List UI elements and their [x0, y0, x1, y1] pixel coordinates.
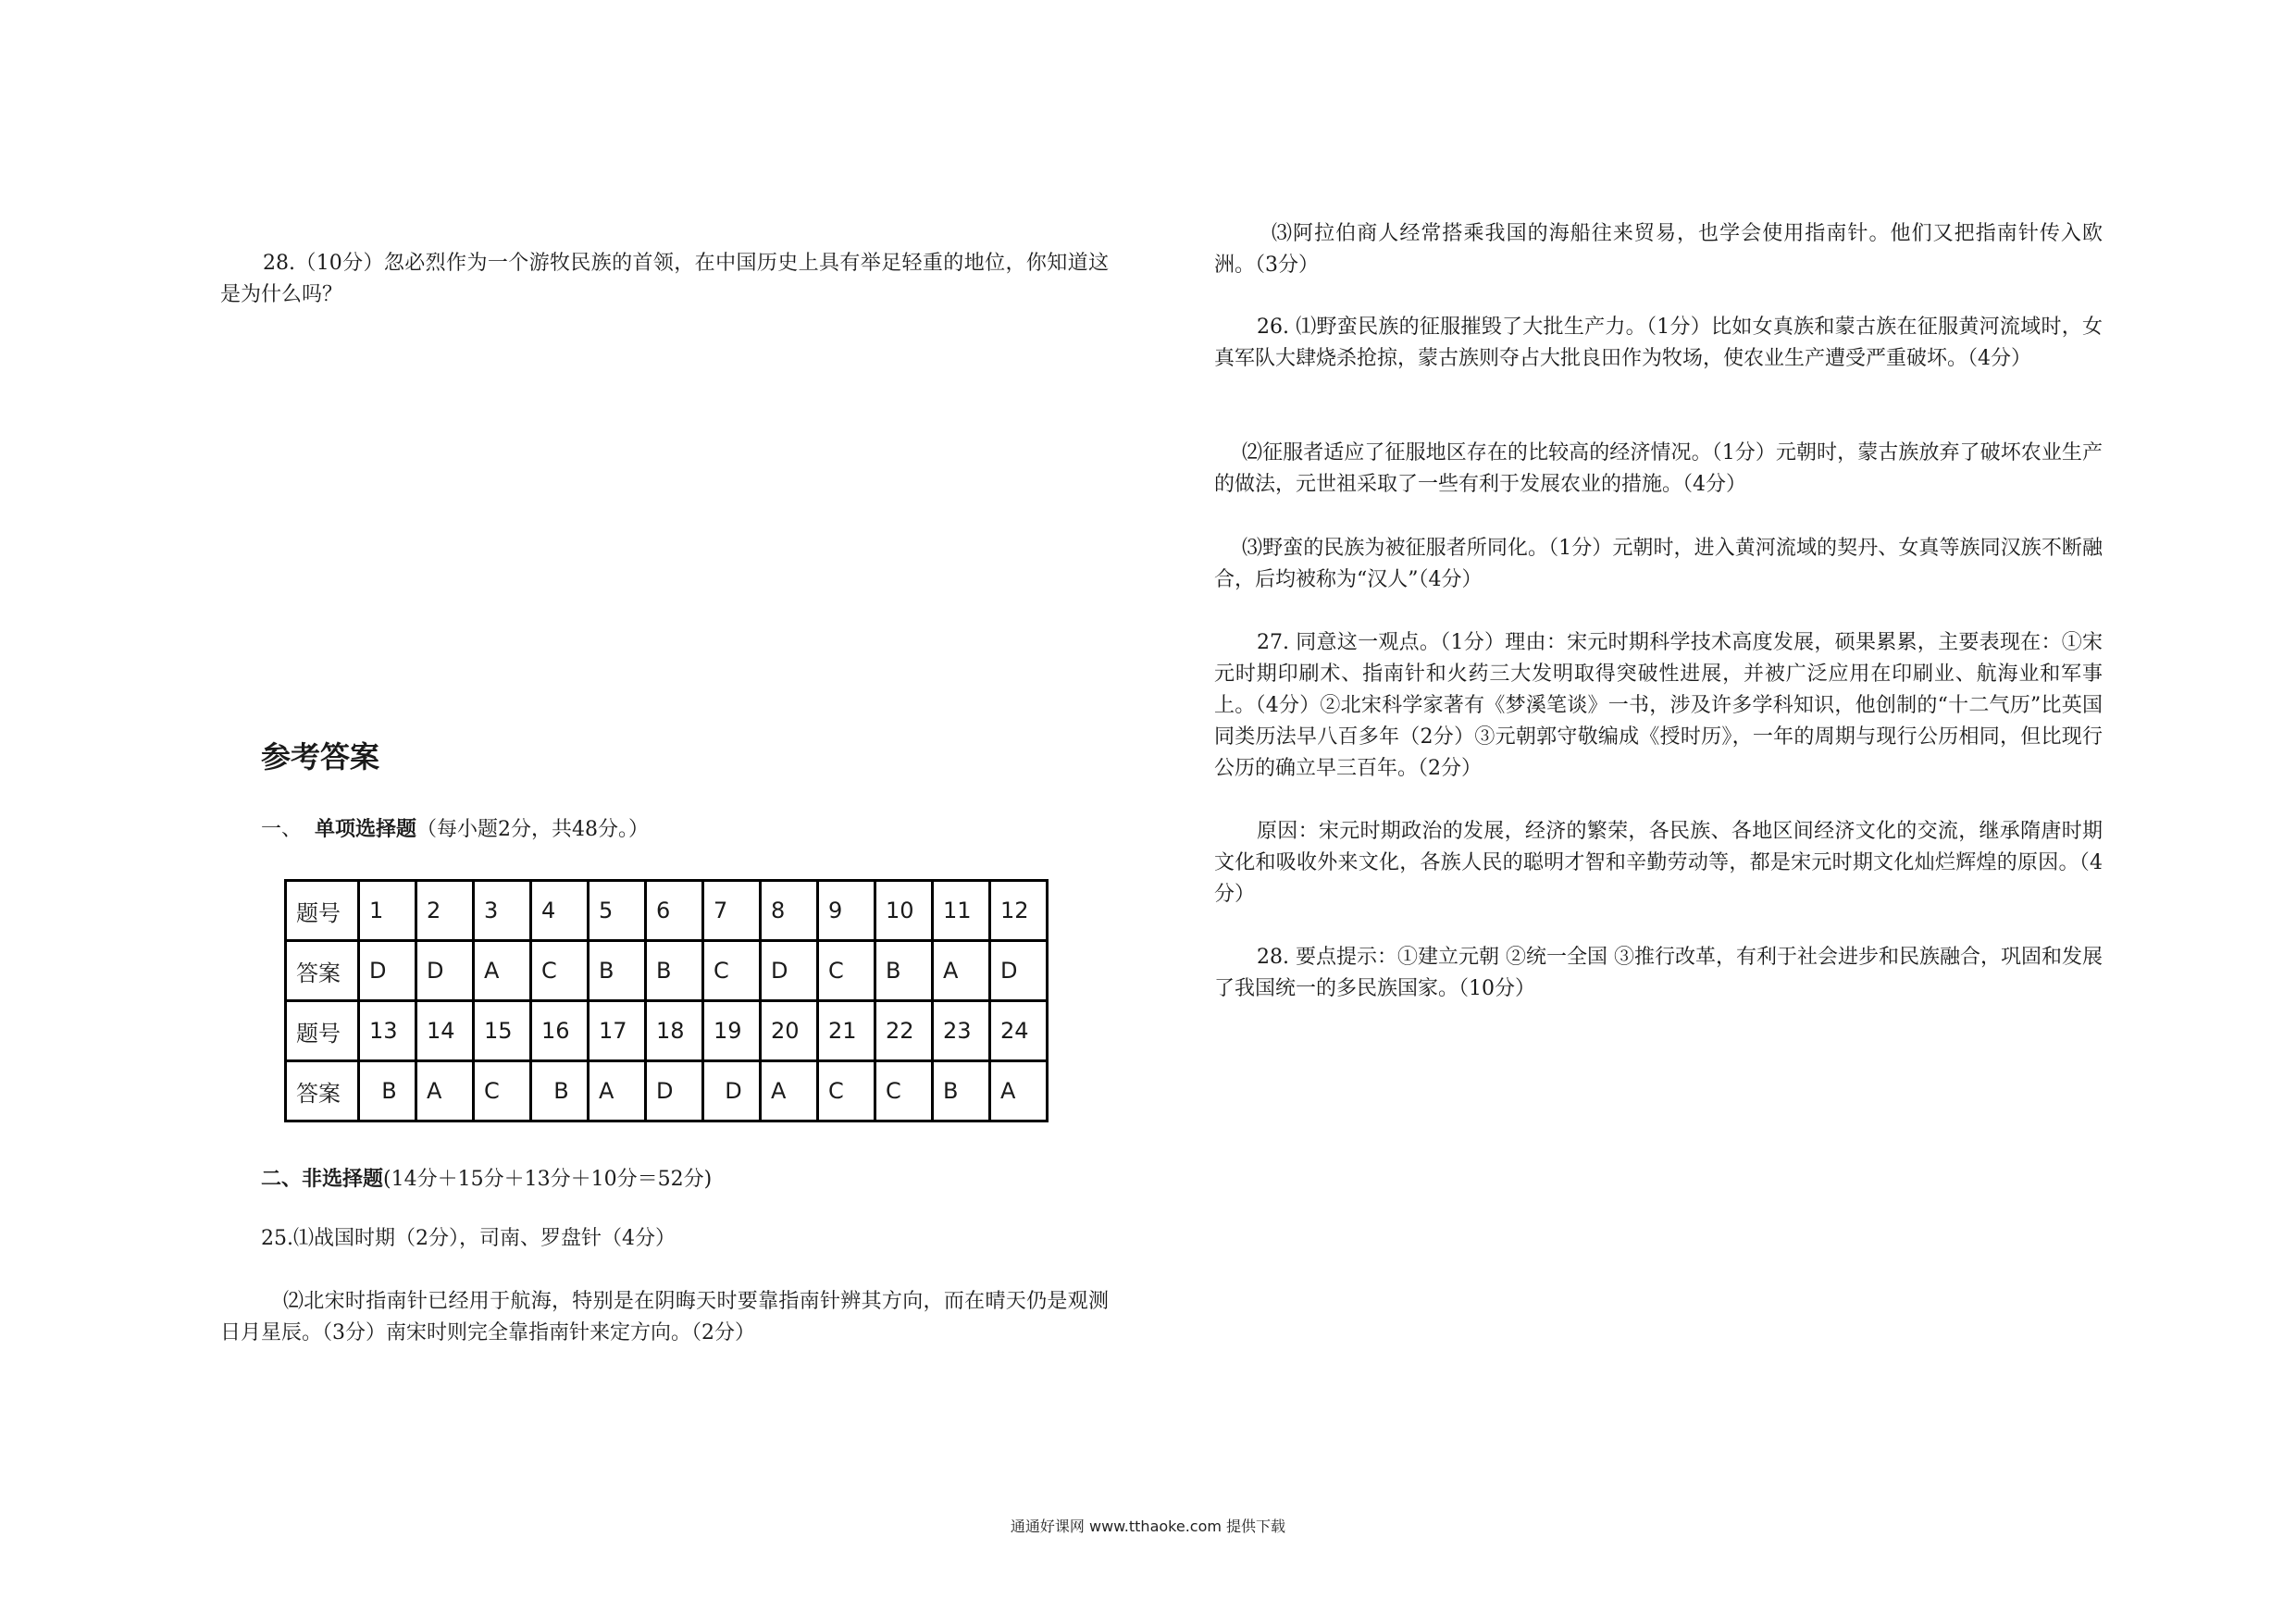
table-cell: C	[818, 941, 875, 1001]
answer-table	[284, 879, 1049, 1122]
answer-26-3-block	[1214, 533, 2103, 596]
table-cell: D	[646, 1061, 703, 1121]
answer-27-2-block	[1214, 816, 2103, 911]
table-cell: 21	[818, 1001, 875, 1061]
table-cell: B	[646, 941, 703, 1001]
answer-25-2-block	[220, 1286, 1109, 1349]
answer-28: 28. 要点提示：①建立元朝 ②统一全国 ③推行改革，有利于社会进步和民族融合，巩固和发展了我国统一的多民族国家。（10分）	[1214, 946, 2103, 1000]
table-cell: B	[875, 941, 933, 1001]
table-cell: A	[933, 941, 990, 1001]
table-cell: C	[474, 1061, 531, 1121]
answer-25-2: ⑵北宋时指南针已经用于航海，特别是在阴晦天时要靠指南针辨其方向，而在晴天仍是观测日月星辰。（3分）南宋时则完全靠指南针来定方向。（2分）	[220, 1290, 1109, 1344]
table-cell: D	[761, 941, 818, 1001]
table-cell: A	[589, 1061, 646, 1121]
table-cell: B	[933, 1061, 990, 1121]
table-cell: 12	[990, 881, 1048, 941]
table-cell: 23	[933, 1001, 990, 1061]
answer-25-1: 25.⑴战国时期（2分），司南、罗盘针（4分）	[261, 1227, 676, 1250]
table-cell: C	[531, 941, 589, 1001]
table-cell: 14	[416, 1001, 474, 1061]
answer-26-2: ⑵征服者适应了征服地区存在的比较高的经济情况。（1分）元朝时，蒙古族放弃了破坏农业生产的做法，元世祖采取了一些有利于发展农业的措施。（4分）	[1214, 441, 2103, 496]
table-cell: 13	[359, 1001, 416, 1061]
table-cell: A	[416, 1061, 474, 1121]
table-cell: A	[761, 1061, 818, 1121]
table-cell: 20	[761, 1001, 818, 1061]
answer-27-2: 原因：宋元时期政治的发展，经济的繁荣，各民族、各地区间经济文化的交流，继承隋唐时期文化和吸收外来文化，各族人民的聪明才智和辛勤劳动等，都是宋元时期文化灿烂辉煌的原因。（4分）	[1214, 820, 2103, 906]
left-column	[220, 248, 1109, 311]
table-cell: D	[359, 941, 416, 1001]
answer-26-3: ⑶野蛮的民族为被征服者所同化。（1分）元朝时，进入黄河流域的契丹、女真等族同汉族不断融合，后均被称为“汉人”（4分）	[1214, 537, 2103, 591]
table-cell: 7	[703, 881, 761, 941]
answer-26-2-block	[1214, 438, 2103, 501]
table-cell: 16	[531, 1001, 589, 1061]
table-row-answers-1	[286, 941, 1048, 1001]
table-cell: 22	[875, 1001, 933, 1061]
answer-26-1: 26. ⑴野蛮民族的征服摧毁了大批生产力。（1分）比如女真族和蒙古族在征服黄河流域时，女真军队大肆烧杀抢掠，蒙古族则夺占大批良田作为牧场，使农业生产遭受严重破坏。（4分）	[1214, 316, 2103, 370]
answer-28-block	[1214, 942, 2103, 1005]
answer-26-1-block	[1214, 312, 2103, 375]
table-cell: B	[359, 1061, 416, 1121]
table-cell: B	[531, 1061, 589, 1121]
section1-header	[261, 814, 649, 846]
table-cell: B	[589, 941, 646, 1001]
table-cell: 10	[875, 881, 933, 941]
answer-25-3: ⑶阿拉伯商人经常搭乘我国的海船往来贸易，也学会使用指南针。他们又把指南针传入欧洲。（3分）	[1214, 222, 2103, 277]
table-cell: 5	[589, 881, 646, 941]
row-label-answer: 答案	[286, 941, 359, 1001]
question-28: 28.（10分）忽必烈作为一个游牧民族的首领，在中国历史上具有举足轻重的地位，你知道这是为什么吗？	[220, 252, 1109, 306]
footer-credit: 通通好课网 www.tthaoke.com 提供下载	[1010, 1518, 1286, 1535]
table-cell: 3	[474, 881, 531, 941]
row-label-question: 题号	[286, 881, 359, 941]
answer-27-1-block	[1214, 627, 2103, 785]
answers-heading: 参考答案	[261, 739, 380, 774]
answer-25-3-block	[1214, 218, 2103, 281]
table-cell: D	[703, 1061, 761, 1121]
table-cell: A	[474, 941, 531, 1001]
table-cell: C	[703, 941, 761, 1001]
section1-title: 单项选择题	[315, 818, 417, 841]
table-cell: C	[818, 1061, 875, 1121]
table-cell: A	[990, 1061, 1048, 1121]
table-cell: 8	[761, 881, 818, 941]
table-cell: 19	[703, 1001, 761, 1061]
section1-note: （每小题2分，共48分。）	[416, 818, 650, 841]
table-cell: D	[416, 941, 474, 1001]
table-cell: 6	[646, 881, 703, 941]
table-cell: 18	[646, 1001, 703, 1061]
section2-header	[261, 1164, 712, 1196]
table-row-numbers-2	[286, 1001, 1048, 1061]
table-cell: 15	[474, 1001, 531, 1061]
answer-27-1: 27. 同意这一观点。（1分）理由：宋元时期科学技术高度发展，硕果累累，主要表现在：①宋元时期印刷术、指南针和火药三大发明取得突破性进展，并被广泛应用在印刷业、航海业和军事上。（4分）②北宋科学家著有《梦溪笔谈》一书，涉及许多学科知识，他创制的“十二气历”比英国同类历法早八百多年（2分）③元朝郭守敬编成《授时历》，一年的周期与现行公历相同，但比现行公历的确立早三百年。（2分）	[1214, 631, 2103, 780]
table-cell: D	[990, 941, 1048, 1001]
table-cell: 17	[589, 1001, 646, 1061]
section1-prefix: 一、	[261, 818, 303, 841]
table-cell: C	[875, 1061, 933, 1121]
table-cell: 4	[531, 881, 589, 941]
section2-title: 二、非选择题	[261, 1168, 384, 1191]
table-row-answers-2	[286, 1061, 1048, 1121]
table-cell: 24	[990, 1001, 1048, 1061]
table-cell: 1	[359, 881, 416, 941]
row-label-question: 题号	[286, 1001, 359, 1061]
section2-note: (14分＋15分＋13分＋10分＝52分)	[383, 1168, 713, 1191]
table-cell: 11	[933, 881, 990, 941]
table-row-numbers-1	[286, 881, 1048, 941]
table-cell: 2	[416, 881, 474, 941]
row-label-answer: 答案	[286, 1061, 359, 1121]
table-cell: 9	[818, 881, 875, 941]
